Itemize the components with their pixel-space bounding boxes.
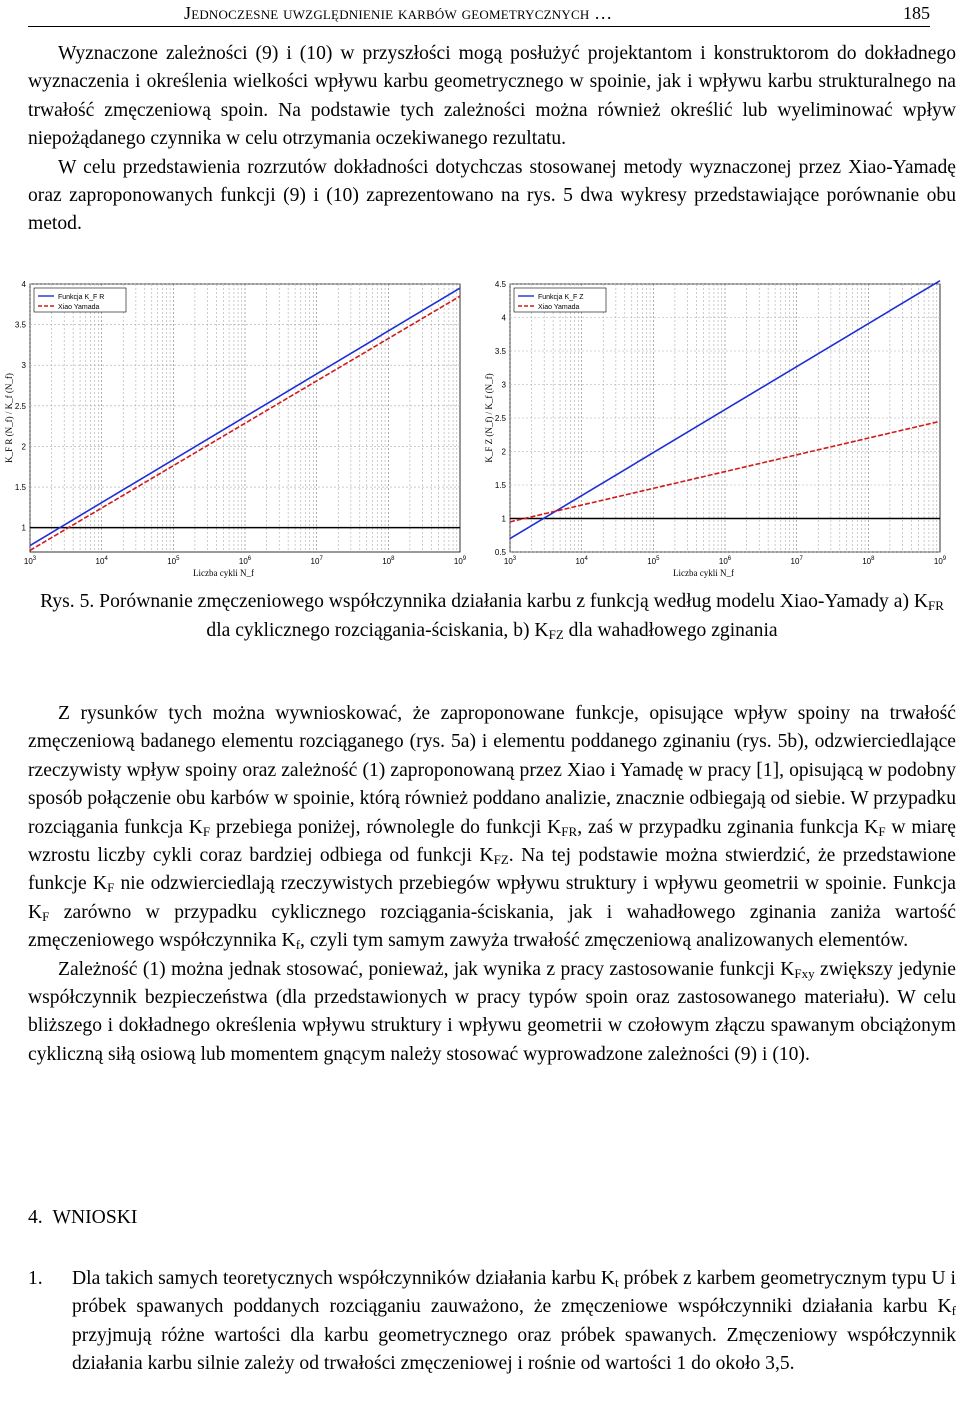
paragraph-4: Zależność (1) można jednak stosować, ponieważ, jak wynika z pracy zastosowanie funkcji $K_{Fxy}$ zwiększy jedynie współczynnik bezpieczeństwa (dla przedstawionych w pracy typów spoin oraz zastosowanego materiału). W celu bliższego i dokładnego określenia wpływu struktury i wpływu geometrii w czołowym złączu spawanym obciążonym cykliczną siłą osiową lub momentem gnącym należy stosować wyprowadzone zależności (9) i (10). — [28, 958, 956, 1065]
running-header — [28, 0, 930, 27]
x-tick-label: $10^4$ — [95, 556, 108, 566]
y-tick-label: 4 — [21, 280, 26, 289]
chart-a-svg — [0, 276, 470, 586]
x-axis-label: Liczba cykli N_f — [673, 568, 734, 578]
conclusion-item-1 — [28, 1265, 956, 1379]
x-tick-label: $10^7$ — [790, 556, 803, 566]
x-tick-label: $10^3$ — [503, 556, 517, 566]
running-title: Jednoczesne uwzględnienie karbów geometrycznych … — [184, 3, 613, 23]
section-heading — [28, 1207, 137, 1229]
paragraph-3: Z rysunków tych można wywnioskować, że zaproponowane funkcje, opisujące wpływ spoiny na trwałość zmęczeniową badanego elementu rozciąganego (rys. 5a) i elementu poddanego zginaniu (rys. 5b), odzwierciedlające rzeczywisty wpływ spoiny oraz zależność (1) zaproponowaną przez Xiao i Yamadę w pracy [1], opisującą w podobny sposób połączenie obu karbów w spoinie, którą również poddano analizie, znacznie odbiegają od siebie. W przypadku rozciągania funkcja $K_F$ przebiega poniżej, równolegle do funkcji $K_{FR}$, zaś w przypadku zginania funkcja $K_F$ w miarę wzrostu liczby cykli coraz bardziej odbiega od funkcji $K_{FZ}$. Na tej podstawie można stwierdzić, że przedstawione funkcje $K_F$ nie odzwierciedlają rzeczywistych przebiegów wpływu struktury i wpływu geometrii w spoinie. Funkcja $K_F$ zarówno w przypadku cyklicznego rozciągania-ściskania, jak i wahadłowego zginania zaniża wartość zmęczeniowego współczynnika $K_f$, czyli tym samym zawyża trwałość zmęczeniową analizowanych elementów. — [28, 703, 957, 953]
item-number: 1. — [28, 1268, 43, 1289]
section-title: WNIOSKI — [52, 1207, 138, 1228]
y-tick-label: 4.5 — [494, 280, 506, 289]
y-axis-label: K_F Z (N_f) / K_f (N_f) — [484, 373, 494, 463]
x-tick-label: $10^7$ — [310, 556, 323, 566]
y-tick-label: 3.5 — [494, 347, 506, 356]
y-tick-label: 3 — [21, 361, 26, 371]
x-axis-label: Liczba cykli N_f — [193, 568, 254, 578]
figure-5 — [0, 276, 960, 586]
discussion-text — [28, 700, 956, 1069]
section-number: 4. — [28, 1207, 43, 1228]
legend-label: Funkcja K_F R — [58, 294, 105, 301]
y-tick-label: 1.5 — [494, 481, 506, 490]
y-tick-label: 2.5 — [14, 401, 26, 411]
y-axis-label: K_F R (N_f) / K_f (N_f) — [4, 373, 14, 463]
x-tick-label: $10^5$ — [647, 556, 660, 566]
y-tick-label: 1 — [21, 523, 26, 533]
y-tick-label: 2 — [21, 442, 26, 452]
x-tick-label: $10^9$ — [453, 556, 467, 566]
y-tick-label: 4 — [501, 313, 506, 323]
intro-text — [28, 40, 956, 239]
caption-text-b: dla cyklicznego rozciągania-ściskania, b) K — [206, 619, 549, 641]
x-tick-label: $10^9$ — [933, 556, 947, 566]
legend-label: Xiao Yamada — [58, 304, 100, 311]
x-tick-label: $10^3$ — [23, 556, 37, 566]
caption-text-c: dla wahadłowego zginania — [563, 619, 778, 641]
y-tick-label: 2 — [501, 447, 506, 457]
x-tick-label: $10^8$ — [862, 556, 875, 566]
caption-text-a: Rys. 5. Porównanie zmęczeniowego współczynnika działania karbu z funkcją według modelu Xiao-Yamady a) K — [40, 591, 929, 612]
y-tick-label: 2.5 — [494, 414, 506, 423]
x-tick-label: $10^5$ — [167, 556, 180, 566]
paragraph-1: Wyznaczone zależności (9) i (10) w przyszłości mogą posłużyć projektantom i konstruktorom do dokładnego wyznaczenia i określenia wielkości wpływu karbu geometrycznego w spoinie, jak i wpływu karbu strukturalnego na trwałość zmęczeniową spoin. Na podstawie tych zależności można również określić lub wyeliminować wpływ niepożądanego czynnika w celu otrzymania oczekiwanego rezultatu. — [28, 43, 956, 150]
paragraph-2: W celu przedstawienia rozrzutów dokładności dotychczas stosowanej metody wyznaczonej przez Xiao-Yamadę oraz zaproponowanych funkcji (9) i (10) zaprezentowano na rys. 5 dwa wykresy przedstawiające porównanie obu metod. — [28, 156, 956, 235]
legend-label: Xiao Yamada — [538, 304, 580, 311]
y-tick-label: 3 — [501, 380, 506, 390]
caption-sub-fz: FZ — [548, 626, 564, 642]
item-body: Dla takich samych teoretycznych współczynników działania karbu $K_t$ próbek z karbem geometrycznym typu U i próbek spawanych poddanych rozciąganiu zauważono, że zmęczeniowe współczynniki działania karbu $K_f$ przyjmują różne wartości dla karbu geometrycznego oraz próbek spawanych. Zmęczeniowy współczynnik działania karbu silnie zależy od trwałości zmęczeniowej i rośnie od wartości 1 do około 3,5. — [72, 1268, 956, 1375]
caption-sub-fr: FR — [928, 598, 944, 613]
x-tick-label: $10^6$ — [238, 556, 252, 566]
figure-caption — [28, 588, 956, 645]
y-tick-label: 1.5 — [14, 483, 26, 493]
x-tick-label: $10^4$ — [575, 556, 588, 566]
x-tick-label: $10^6$ — [718, 556, 732, 566]
x-tick-label: $10^8$ — [382, 556, 395, 566]
chart-b-svg — [480, 276, 950, 586]
page-number: 185 — [903, 3, 930, 23]
y-tick-label: 3.5 — [14, 320, 26, 330]
y-tick-label: 1 — [501, 514, 506, 524]
chart-b — [480, 276, 950, 586]
chart-a — [0, 276, 470, 586]
legend-label: Funkcja K_F Z — [538, 294, 584, 301]
y-tick-label: 0.5 — [494, 548, 506, 557]
